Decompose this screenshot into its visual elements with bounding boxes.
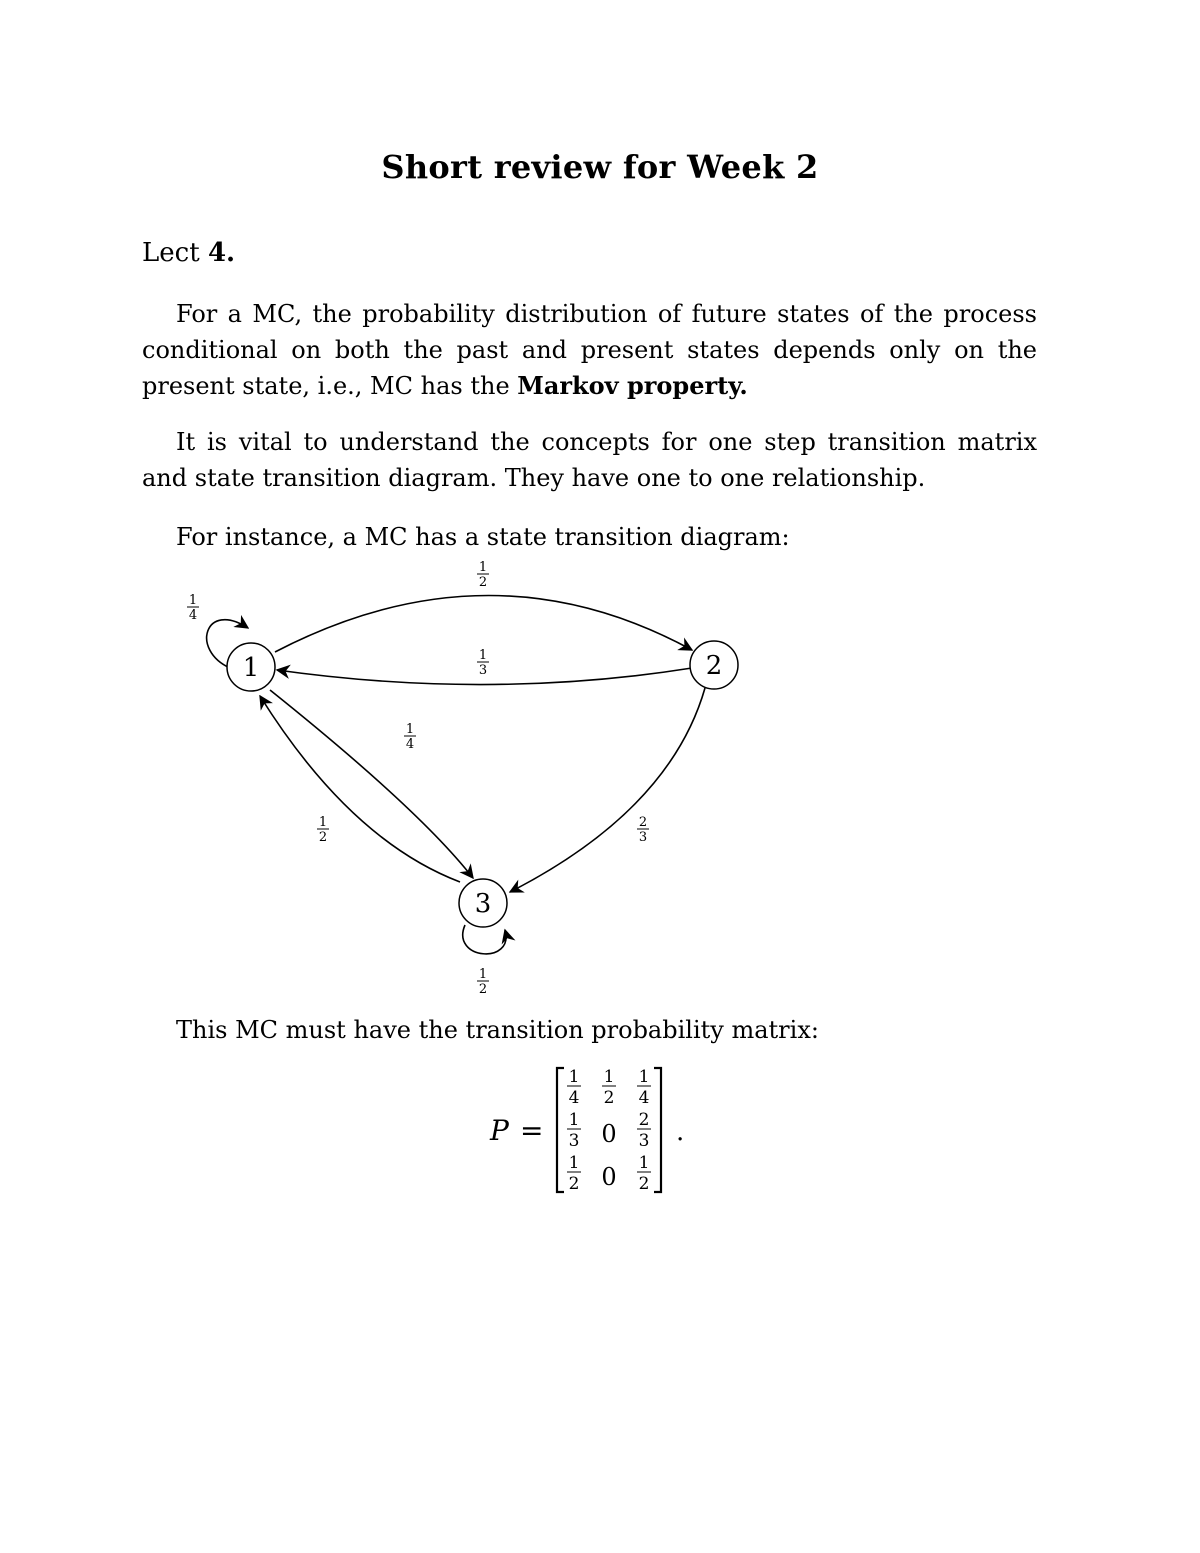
svg-text:1: 1 — [318, 815, 328, 830]
edge-label-1-self — [187, 593, 199, 623]
matrix-cell-r1c3 — [637, 1067, 651, 1108]
paragraph-text: For a MC, the probability distribution of future states of the process conditional on both the past and present states depends only on the present state, i.e., MC has the — [142, 300, 1037, 400]
svg-text:4: 4 — [405, 737, 415, 752]
section-heading — [142, 238, 235, 268]
edge-1-to-2 — [275, 595, 692, 652]
svg-text:1: 1 — [603, 1067, 615, 1087]
svg-text:1: 1 — [478, 648, 488, 663]
paragraph-markov-property — [142, 296, 1037, 404]
edge-label-1-to-2 — [477, 560, 489, 590]
matrix-cell-r3c2: 0 — [601, 1163, 617, 1191]
state-transition-diagram — [160, 560, 780, 1010]
svg-text:3: 3 — [478, 663, 488, 678]
svg-text:1: 1 — [638, 1153, 650, 1173]
svg-text:4: 4 — [568, 1088, 580, 1108]
matrix-right-bracket — [654, 1068, 661, 1192]
section-label: Lect — [142, 238, 200, 268]
svg-text:1: 1 — [638, 1067, 650, 1087]
section-number: 4. — [207, 238, 236, 268]
matrix-trailing-period: . — [676, 1117, 685, 1147]
matrix-cell-r3c1 — [567, 1153, 581, 1194]
matrix-left-bracket — [557, 1068, 564, 1192]
svg-text:2: 2 — [638, 815, 648, 830]
state-node-1-label: 1 — [242, 653, 260, 683]
svg-text:2: 2 — [318, 830, 328, 845]
transition-matrix — [480, 1062, 720, 1202]
edge-2-to-3 — [510, 688, 705, 892]
edge-3-to-1 — [260, 696, 460, 882]
svg-text:3: 3 — [638, 1131, 650, 1151]
svg-text:4: 4 — [188, 608, 198, 623]
svg-text:1: 1 — [405, 722, 415, 737]
svg-text:2: 2 — [478, 575, 488, 590]
edge-3-self-loop — [463, 925, 506, 954]
paragraph-concepts — [142, 424, 1037, 496]
matrix-cell-r1c2 — [602, 1067, 616, 1108]
edge-label-1-to-3 — [404, 722, 416, 752]
svg-text:1: 1 — [568, 1110, 580, 1130]
svg-text:2: 2 — [638, 1110, 650, 1130]
paragraph-text: This MC must have the transition probability matrix: — [176, 1016, 819, 1044]
matrix-cell-r2c1 — [567, 1110, 581, 1151]
svg-text:4: 4 — [638, 1088, 650, 1108]
svg-text:2: 2 — [568, 1174, 580, 1194]
page-title: Short review for Week 2 — [381, 148, 819, 186]
svg-text:1: 1 — [478, 560, 488, 575]
paragraph-text: For instance, a MC has a state transition diagram: — [176, 523, 790, 551]
svg-text:2: 2 — [603, 1088, 615, 1108]
markov-property-term: Markov property. — [517, 371, 748, 400]
matrix-cell-r2c2: 0 — [601, 1120, 617, 1148]
svg-text:2: 2 — [478, 982, 488, 997]
state-node-3-label: 3 — [474, 889, 492, 919]
matrix-cell-r3c3 — [637, 1153, 651, 1194]
edge-label-2-to-1 — [477, 648, 489, 678]
matrix-symbol: P — [490, 1114, 509, 1147]
paragraph-text: It is vital to understand the concepts for one step transition matrix and state transition diagram. They have one to one relationship. — [142, 428, 1037, 492]
edge-label-2-to-3 — [637, 815, 649, 845]
svg-text:1: 1 — [568, 1153, 580, 1173]
edge-label-3-self — [477, 967, 489, 997]
svg-text:1: 1 — [188, 593, 198, 608]
state-node-2-label: 2 — [705, 651, 723, 681]
edge-1-to-3 — [270, 690, 473, 878]
paragraph-diagram-intro — [142, 519, 1037, 555]
svg-text:2: 2 — [638, 1174, 650, 1194]
svg-text:3: 3 — [568, 1131, 580, 1151]
edge-label-3-to-1 — [317, 815, 329, 845]
svg-text:1: 1 — [478, 967, 488, 982]
matrix-equals: = — [520, 1114, 544, 1147]
matrix-cell-r2c3 — [637, 1110, 651, 1151]
svg-text:3: 3 — [638, 830, 648, 845]
matrix-cell-r1c1 — [567, 1067, 581, 1108]
paragraph-matrix-intro — [142, 1012, 1037, 1048]
svg-text:1: 1 — [568, 1067, 580, 1087]
